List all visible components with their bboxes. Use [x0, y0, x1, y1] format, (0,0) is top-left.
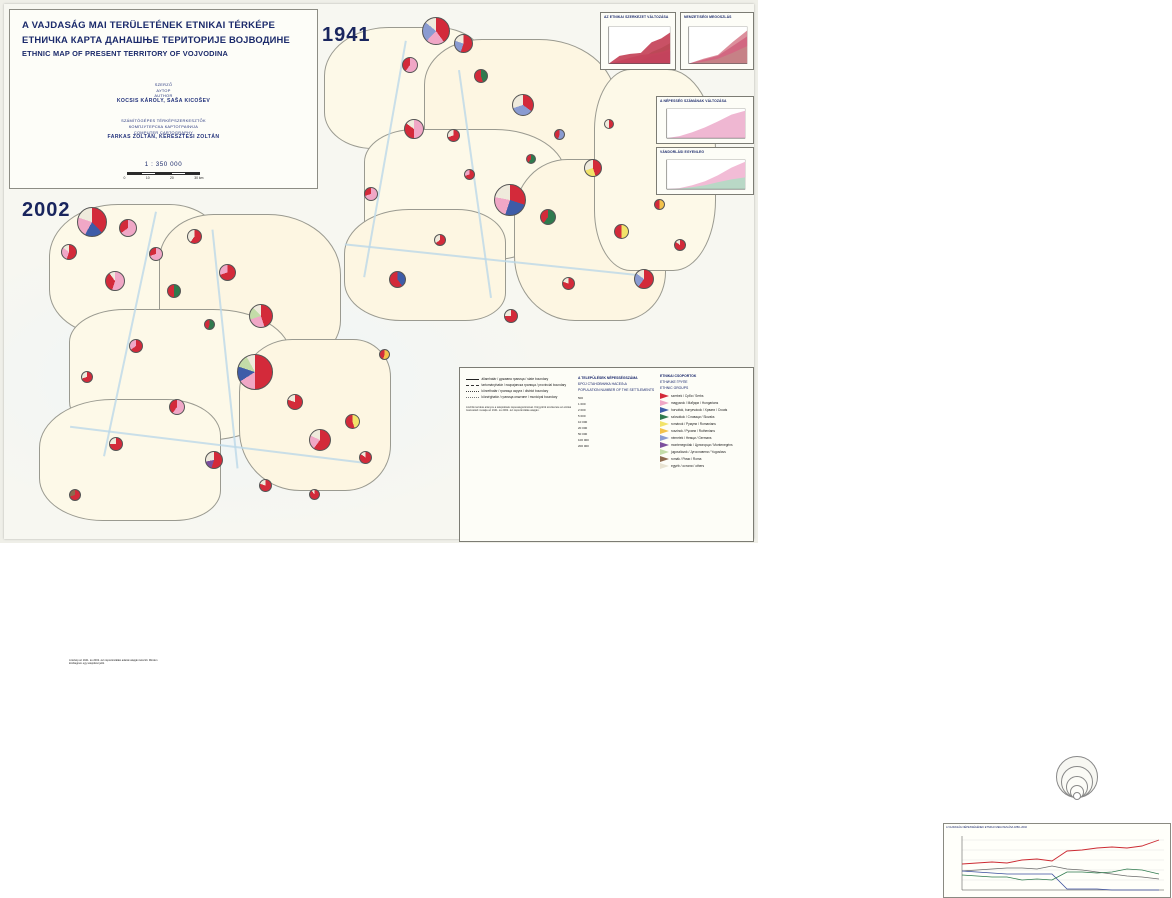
scale-tick: 0: [123, 175, 126, 180]
settlement-pie[interactable]: [402, 57, 418, 73]
settlement-pie[interactable]: [674, 239, 686, 251]
size-class: 20 000: [578, 425, 588, 430]
state-boundary-icon: [466, 379, 479, 380]
settlement-pie[interactable]: [614, 224, 629, 239]
title-block: [9, 9, 318, 189]
municipal-boundary-icon: [466, 397, 479, 398]
scale-text: 1 : 350 000: [144, 160, 183, 168]
inset-chart-4-plot: [657, 148, 753, 195]
wedge-icon: [660, 428, 669, 434]
settlement-pie[interactable]: [526, 154, 536, 164]
year-label-1941: 1941: [322, 24, 371, 46]
size-circle-pile: [1056, 756, 1096, 816]
settlement-pie[interactable]: [109, 437, 123, 451]
credits-cartography: [22, 118, 305, 140]
author-label-sr: АУТОР: [156, 87, 171, 93]
wedge-icon: [660, 414, 669, 420]
settlement-pie[interactable]: [309, 489, 320, 500]
legend-box: [459, 367, 1027, 829]
size-class: 200 000: [578, 443, 589, 448]
legend-ethnic-row: románok / Румуни / Romanians: [660, 421, 752, 428]
inset-chart-3-title: A NÉPESSÉG SZÁMÁNAK VÁLTOZÁSA: [660, 99, 727, 103]
legend-ethnic-row: szlovákok / Словаци / Slovaks: [660, 414, 752, 421]
size-class-list: [578, 396, 658, 454]
inset-chart-1[interactable]: [600, 12, 676, 70]
settlement-pie[interactable]: [149, 247, 163, 261]
wedge-icon: [660, 393, 669, 399]
wedge-icon: [660, 400, 669, 406]
inset-chart-2[interactable]: [680, 12, 754, 70]
legend-note: A körök területe arányos a települések népességszámával. Körgyűrűk szerkezete az etnikai összetételt mutatja az 1941. és 2002. évi népszámlálás alapján.: [466, 406, 572, 413]
settlement-pie[interactable]: [554, 129, 565, 140]
wedge-icon: [660, 407, 669, 413]
wedge-icon: [660, 449, 669, 455]
author-label-en: AUTHOR: [154, 93, 173, 99]
title-english: ETHNIC MAP OF PRESENT TERRITORY OF VOJVODINA: [22, 49, 229, 58]
size-class: 1 000: [578, 401, 586, 406]
settlement-pie[interactable]: [512, 94, 534, 116]
settlement-pie[interactable]: [634, 269, 654, 289]
settlement-pie[interactable]: [204, 319, 215, 330]
settlement-pie[interactable]: [61, 244, 77, 260]
settlement-pie[interactable]: [105, 271, 125, 291]
settlement-pie[interactable]: [169, 399, 185, 415]
inset-chart-2-title: NEMZETISÉGI MEGOSZLÁS: [684, 15, 732, 19]
settlement-pie[interactable]: [219, 264, 236, 281]
legend-boundaries: [466, 376, 576, 413]
bottom-line-chart[interactable]: [943, 823, 1171, 898]
settlement-pie[interactable]: [504, 309, 518, 323]
settlement-pie[interactable]: [167, 284, 181, 298]
map-note: A térkép az 1941. és 2002. évi népszámlálási adatok alapján készült. Minden kördiagram egy települést jelöl.: [69, 659, 158, 666]
carto-label-hu: SZÁMÍTÓGÉPES TÉRKÉPSZERKESZTŐK: [121, 118, 206, 124]
wedge-icon: [660, 456, 669, 462]
settlement-pie[interactable]: [119, 219, 137, 237]
size-class: 100 000: [578, 437, 589, 442]
legend-boundary-row: községhatár / граница општине / municipal boundary: [466, 394, 576, 400]
inset-chart-4-title: VÁNDORLÁSI EGYENLEG: [660, 150, 705, 154]
legend-settlement-sizes: [578, 376, 658, 454]
wedge-icon: [660, 435, 669, 441]
size-class: 500: [578, 395, 584, 400]
legend-ethnic-row: szerbek / Срби / Serbs: [660, 393, 752, 400]
settlement-pie[interactable]: [474, 69, 488, 83]
district-boundary-icon: [466, 391, 479, 392]
settlement-pie[interactable]: [562, 277, 575, 290]
settlement-pie[interactable]: [309, 429, 331, 451]
carto-label-sr: КОМПЈУТЕРСКА КАРТОГРАФИЈА: [128, 123, 199, 129]
legend-ethnic-head-hu: ETNIKAI CSOPORTOK: [660, 374, 697, 378]
legend-ethnic-row: németek / Немци / Germans: [660, 435, 752, 442]
settlement-pie[interactable]: [379, 349, 390, 360]
settlement-pie[interactable]: [129, 339, 143, 353]
provincial-boundary-icon: [466, 385, 479, 386]
settlement-pie[interactable]: [69, 489, 81, 501]
legend-boundary-row: államhatár / државна граница / state boundary: [466, 376, 576, 382]
settlement-pie[interactable]: [540, 209, 556, 225]
author-label-hu: SZERZŐ: [154, 82, 173, 87]
wedge-icon: [660, 442, 669, 448]
legend-ethnic-row: magyarok / Мађари / Hungarians: [660, 400, 752, 407]
inset-chart-4[interactable]: [656, 147, 754, 195]
legend-ethnic-head-en: ETHNIC GROUPS: [660, 386, 689, 391]
settlement-pie[interactable]: [494, 184, 526, 216]
settlement-pie[interactable]: [237, 354, 273, 390]
settlement-pie[interactable]: [359, 451, 372, 464]
legend-ethnic-groups: [660, 374, 752, 470]
legend-boundary-row: tartományhatár / покрајинска граница / provincial boundary: [466, 382, 576, 388]
legend-settlement-head-hu: A TELEPÜLÉSEK NÉPESSÉGSZÁMA: [578, 376, 638, 380]
legend-ethnic-head-sr: ЕТНИЧКЕ ГРУПЕ: [660, 380, 688, 385]
settlement-pie[interactable]: [604, 119, 614, 129]
year-label-2002: 2002: [22, 199, 71, 221]
legend-ethnic-row: egyéb / остали / others: [660, 463, 752, 470]
size-class: 50 000: [578, 431, 588, 436]
bottom-chart-title: A VAJDASÁG NÉPESSÉGÉNEK ETNIKAI MEGOSZLÁSA 1880–2002: [946, 825, 1027, 829]
legend-ethnic-row: horvátok, bunyevácok / Хрвати / Croats: [660, 407, 752, 414]
bottom-chart-plot: [944, 832, 1172, 898]
scale-ticks: [124, 176, 204, 180]
settlement-pie[interactable]: [259, 479, 272, 492]
inset-chart-1-plot: [601, 13, 675, 69]
size-class: 5 000: [578, 413, 586, 418]
scale-tick: 30 km: [194, 175, 204, 180]
size-class: 10 000: [578, 419, 588, 424]
inset-chart-2-plot: [681, 13, 753, 69]
legend-ethnic-row: romák / Роми / Roma: [660, 456, 752, 463]
settlement-pie[interactable]: [187, 229, 202, 244]
title-serbian: ЕТНИЧКА КАРТА ДАНАШЊЕ ТЕРИТОРИЈЕ ВОЈВОДИНЕ: [22, 34, 290, 45]
wedge-icon: [660, 421, 669, 427]
settlement-pie[interactable]: [584, 159, 602, 177]
inset-chart-3[interactable]: [656, 96, 754, 144]
credits-author: [22, 82, 305, 104]
inset-chart-3-plot: [657, 97, 753, 144]
settlement-pie[interactable]: [81, 371, 93, 383]
settlement-pie[interactable]: [447, 129, 460, 142]
settlement-pie[interactable]: [287, 394, 303, 410]
settlement-pie[interactable]: [464, 169, 475, 180]
legend-ethnic-row: montenegróiak / Црногорци / Montenegrins: [660, 442, 752, 449]
settlement-pie[interactable]: [654, 199, 665, 210]
legend-settlement-head-en: POPULATION NUMBER OF THE SETTLEMENTS: [578, 388, 655, 393]
legend-boundary-row: körzethatár / граница округа / district boundary: [466, 388, 576, 394]
title-hungarian: A VAJDASÁG MAI TERÜLETÉNEK ETNIKAI TÉRKÉPE: [22, 20, 276, 31]
settlement-pie[interactable]: [422, 17, 450, 45]
legend-ethnic-row: jugoszlávok / Југословени / Yugoslavs: [660, 449, 752, 456]
size-class: 2 000: [578, 407, 586, 412]
carto-names: FARKAS ZOLTÁN, KERESZTESI ZOLTÁN: [107, 134, 220, 141]
map-sheet: [4, 4, 1027, 829]
legend-settlement-head-sr: БРОЈ СТАНОВНИКА НАСЕЉА: [578, 382, 627, 387]
settlement-pie[interactable]: [345, 414, 360, 429]
settlement-pie[interactable]: [249, 304, 273, 328]
settlement-pie[interactable]: [77, 207, 107, 237]
scale-block: [22, 161, 305, 180]
scale-tick: 20: [170, 175, 174, 180]
scale-bar: [127, 172, 201, 175]
legend-ethnic-row: ruszinok / Русини / Ruthenians: [660, 428, 752, 435]
settlement-pie[interactable]: [454, 34, 473, 53]
author-names: KOCSIS KÁROLY, SAŠA KICOŠEV: [116, 97, 211, 104]
settlement-pie[interactable]: [404, 119, 424, 139]
map-panel-2002[interactable]: [9, 189, 479, 666]
scale-tick: 10: [145, 175, 150, 180]
wedge-icon: [660, 463, 669, 469]
carto-label-en: COMPUTER CARTOGRAPHY: [133, 129, 194, 135]
inset-chart-1-title: AZ ETNIKAI SZERKEZET VÁLTOZÁSA: [604, 15, 669, 19]
settlement-pie[interactable]: [205, 451, 223, 469]
